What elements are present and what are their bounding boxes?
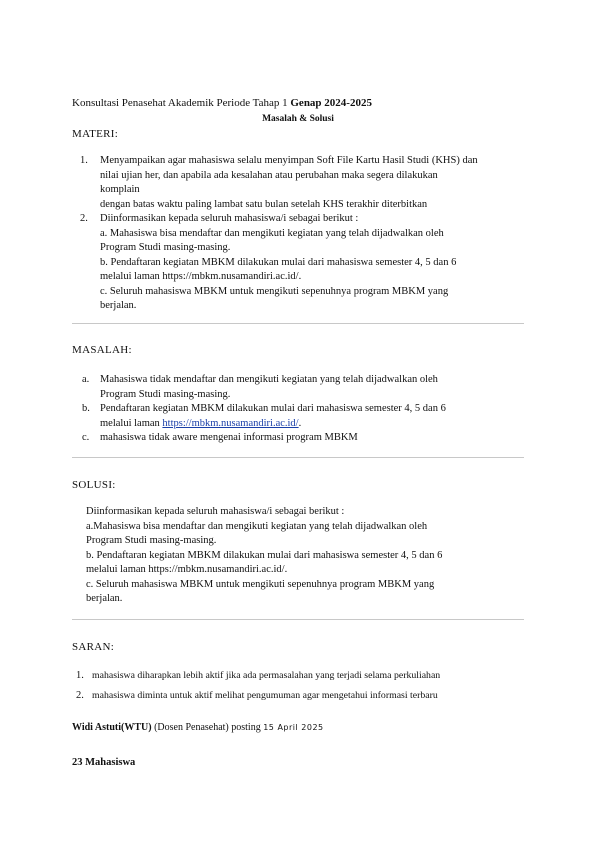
materi-item-1	[80, 154, 540, 212]
list-line: dengan batas waktu paling lambat satu bulan setelah KHS terakhir diterbitkan	[100, 198, 428, 210]
list-marker: 1.	[76, 670, 84, 681]
document-subtitle: Masalah & Solusi	[262, 114, 334, 124]
section-divider	[72, 323, 524, 324]
list-line: Mahasiswa tidak mendaftar dan mengikuti kegiatan yang telah dijadwalkan oleh	[100, 374, 438, 385]
solusi-line: Program Studi masing-masing.	[86, 535, 217, 546]
list-line: b. Pendaftaran kegiatan MBKM dilakukan mulai dari mahasiswa semester 4, 5 dan 6	[100, 256, 457, 268]
masalah-item-b	[82, 402, 532, 431]
solusi-line: c. Seluruh mahasiswa MBKM untuk mengikuti sepenuhnya program MBKM yang	[86, 578, 435, 590]
solusi-line: Diinformasikan kepada seluruh mahasiswa/i sebagai berikut :	[86, 506, 345, 517]
link-prefix: melalui laman	[100, 417, 163, 429]
masalah-item-a	[82, 373, 532, 402]
list-marker: a.	[82, 374, 90, 385]
materi-heading: MATERI:	[72, 128, 119, 140]
student-count: 23 Mahasiswa	[72, 757, 136, 768]
list-marker: c.	[82, 432, 90, 443]
posting-info	[72, 722, 324, 733]
masalah-item-c	[82, 431, 532, 446]
title-prefix: Konsultasi Penasehat Akademik Periode Tahap 1	[72, 97, 291, 109]
posting-date: 15 April 2025	[263, 723, 324, 732]
list-line: c. Seluruh mahasiswa MBKM untuk mengikuti sepenuhnya program MBKM yang	[100, 285, 449, 297]
solusi-line: berjalan.	[86, 593, 123, 604]
list-marker: 2.	[80, 213, 88, 224]
author-name: Widi Astuti(WTU)	[72, 722, 152, 733]
solusi-line: a.Mahasiswa bisa mendaftar dan mengikuti kegiatan yang telah dijadwalkan oleh	[86, 520, 428, 532]
list-line: mahasiswa diminta untuk aktif melihat pengumuman agar mengetahui informasi terbaru	[92, 689, 438, 701]
masalah-list	[82, 373, 532, 446]
author-role: (Dosen Penasehat) posting	[151, 722, 264, 733]
saran-item-2	[76, 689, 536, 704]
list-line: Program Studi masing-masing.	[100, 242, 231, 253]
solusi-heading: SOLUSI:	[72, 479, 116, 491]
list-line: Diinformasikan kepada seluruh mahasiswa/i sebagai berikut :	[100, 213, 359, 224]
list-marker: 1.	[80, 155, 88, 166]
list-line	[100, 417, 532, 432]
saran-list	[76, 669, 536, 703]
masalah-heading: MASALAH:	[72, 344, 132, 356]
list-line: mahasiswa tidak aware mengenai informasi program MBKM	[100, 432, 358, 443]
list-line: komplain	[100, 184, 140, 195]
title-period: Genap 2024-2025	[290, 97, 372, 109]
saran-item-1	[76, 669, 536, 684]
mbkm-link[interactable]: https://mbkm.nusamandiri.ac.id/	[162, 417, 299, 429]
section-divider	[72, 457, 524, 458]
section-divider	[72, 619, 524, 620]
list-line: a. Mahasiswa bisa mendaftar dan mengikuti kegiatan yang telah dijadwalkan oleh	[100, 227, 444, 239]
solusi-block	[86, 505, 536, 607]
link-suffix: .	[298, 417, 302, 429]
materi-list	[80, 154, 540, 314]
document-title	[72, 97, 372, 109]
list-line: melalui laman https://mbkm.nusamandiri.ac.id/.	[100, 271, 302, 282]
solusi-line: melalui laman https://mbkm.nusamandiri.ac.id/.	[86, 564, 288, 575]
list-marker: b.	[82, 403, 90, 414]
list-line: Program Studi masing-masing.	[100, 388, 231, 400]
saran-heading: SARAN:	[72, 641, 115, 653]
materi-item-2	[80, 212, 540, 314]
list-line: Pendaftaran kegiatan MBKM dilakukan mulai dari mahasiswa semester 4, 5 dan 6	[100, 403, 446, 414]
list-marker: 2.	[76, 689, 84, 701]
list-line: nilai ujian her, dan apabila ada kesalahan atau perubahan maka segera dilakukan	[100, 169, 438, 181]
list-line: mahasiswa diharapkan lebih aktif jika ada permasalahan yang terjadi selama perkuliahan	[92, 670, 441, 681]
solusi-line: b. Pendaftaran kegiatan MBKM dilakukan mulai dari mahasiswa semester 4, 5 dan 6	[86, 549, 443, 561]
list-line: Menyampaikan agar mahasiswa selalu menyimpan Soft File Kartu Hasil Studi (KHS) dan	[100, 155, 478, 166]
list-line: berjalan.	[100, 300, 137, 311]
